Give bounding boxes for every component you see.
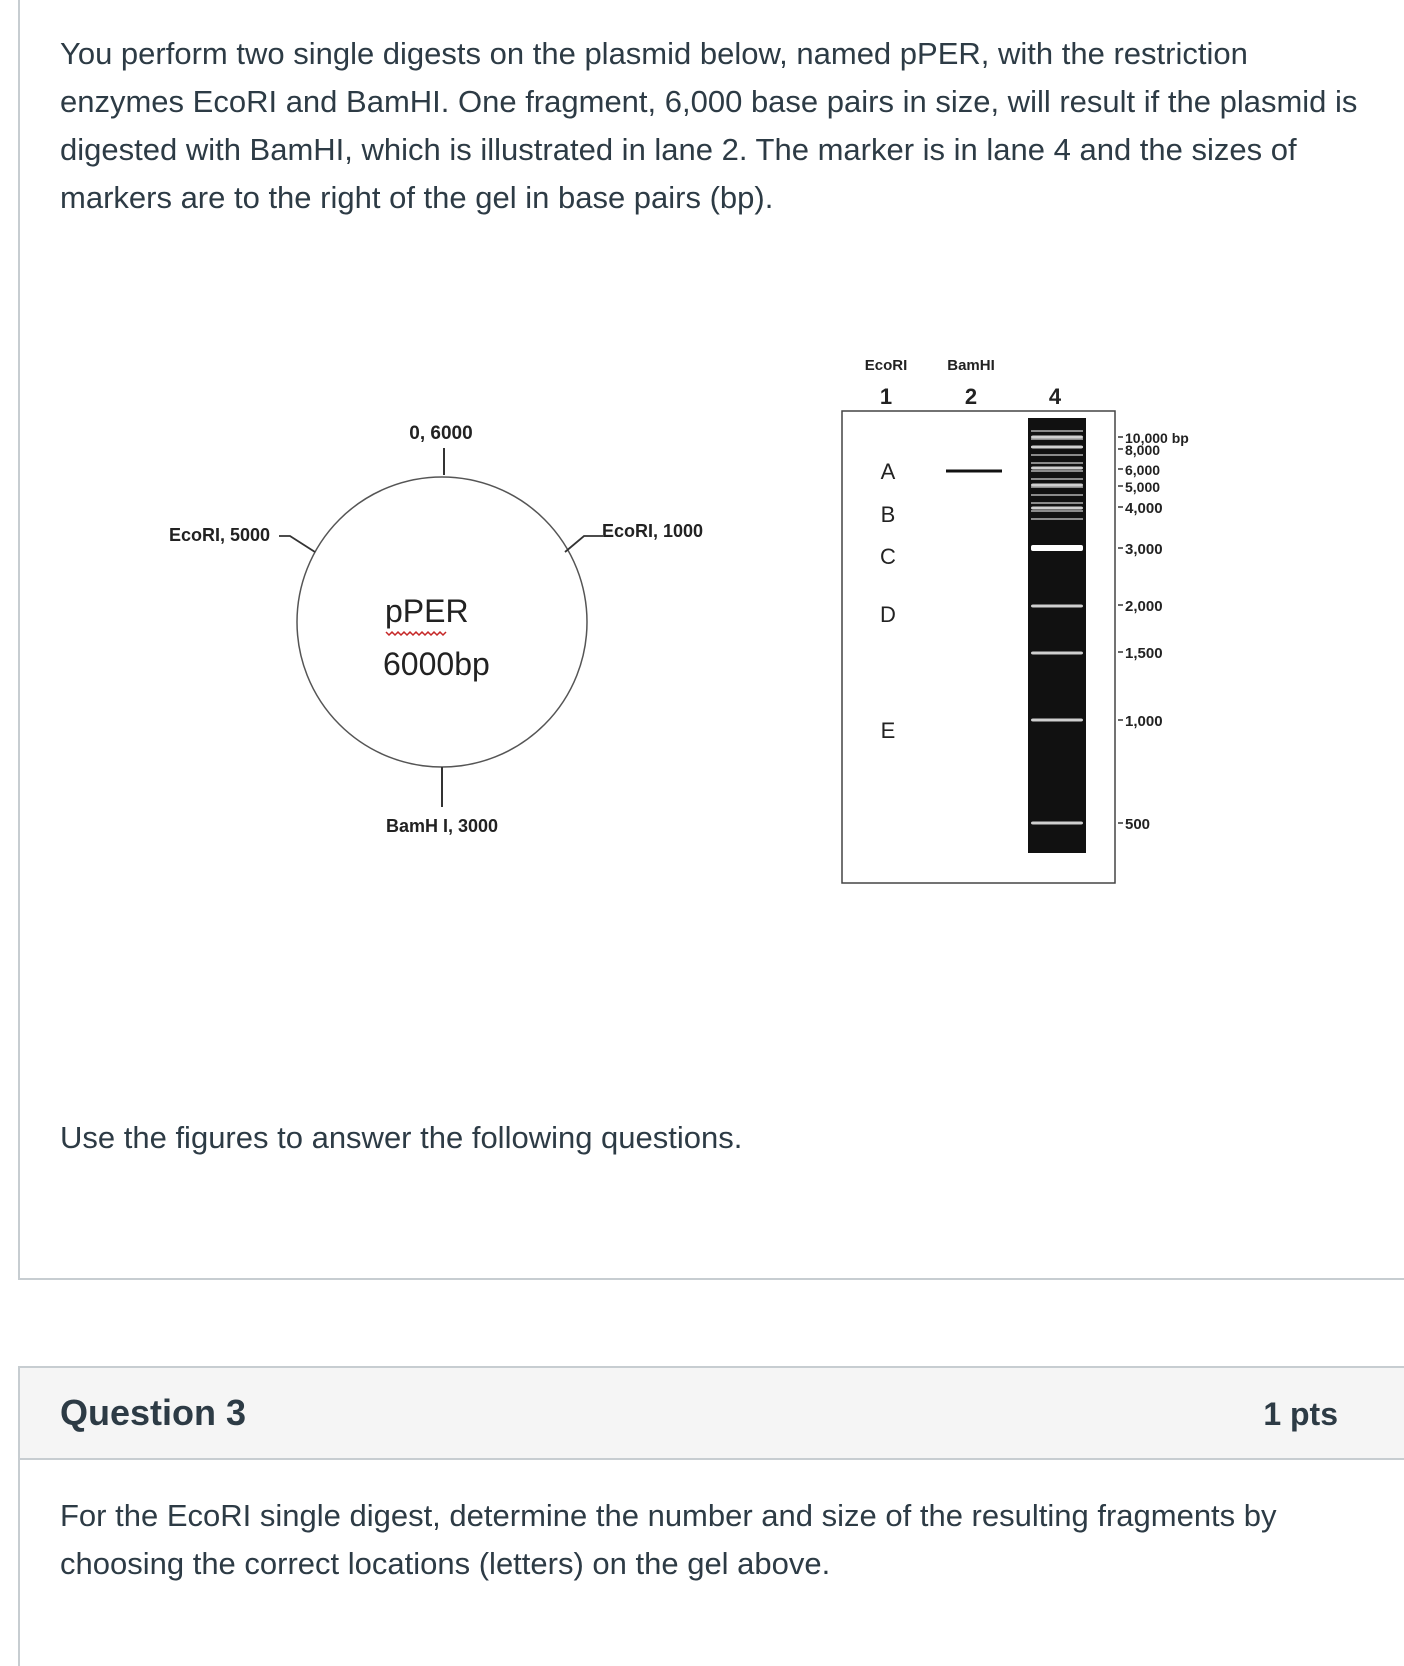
- site-label-left: EcoRI, 5000: [169, 525, 271, 545]
- figures: [0, 330, 1404, 890]
- marker-band: [1031, 436, 1083, 439]
- marker-label: 500: [1125, 816, 1151, 833]
- ladder-smear-band: [1031, 470, 1083, 472]
- question-title: Question 3: [60, 1392, 247, 1433]
- position-C: C: [880, 544, 896, 569]
- ladder-smear-band: [1031, 478, 1083, 480]
- marker-label: 1,000: [1125, 713, 1163, 730]
- lane-2-number: 2: [964, 384, 978, 409]
- marker-band: [1031, 822, 1083, 825]
- lane-1-number: 1: [879, 384, 893, 409]
- question-points: 1 pts: [1263, 1396, 1338, 1432]
- question-3-panel: [18, 1366, 1404, 1666]
- intro-paragraph: You perform two single digests on the plasmid below, named pPER, with the restriction enzymes EcoRI and BamHI. One fragment, 6,000 base pairs in size, will result if the plasmid is digested with BamHI, which is illustrated in lane 2. The marker is in lane 4 and the sizes of markers are to the right of the gel in base pairs (bp).: [60, 36, 1358, 215]
- marker-lane: [1028, 418, 1086, 853]
- plasmid-name: pPER: [385, 593, 469, 629]
- marker-band: [1031, 484, 1083, 487]
- site-tick-left: [279, 536, 315, 552]
- ladder-smear-band: [1031, 462, 1083, 464]
- ladder-smear-band: [1031, 430, 1083, 432]
- marker-label: 4,000: [1125, 500, 1163, 517]
- marker-band: [1031, 605, 1083, 608]
- site-tick-right: [565, 536, 603, 552]
- marker-label: 1,500: [1125, 645, 1163, 662]
- lane-4-number: 4: [1048, 384, 1062, 409]
- marker-label: 3,000: [1125, 541, 1163, 558]
- ladder-smear-band: [1031, 510, 1083, 512]
- marker-band: [1031, 545, 1083, 551]
- ladder-smear-band: [1031, 454, 1083, 456]
- position-B: B: [880, 502, 896, 527]
- marker-label: 2,000: [1125, 598, 1163, 615]
- position-E: E: [880, 718, 896, 743]
- site-label-bottom: BamH I, 3000: [385, 816, 499, 836]
- position-A: A: [880, 459, 896, 484]
- marker-labels: [1118, 430, 1189, 833]
- marker-band: [1031, 652, 1083, 655]
- lane-2-enzyme: BamHI: [947, 357, 995, 374]
- spellcheck-underline: [386, 632, 446, 635]
- marker-label: 6,000: [1125, 462, 1161, 478]
- lane-1-enzyme: EcoRI: [864, 357, 908, 374]
- question-text: For the EcoRI single digest, determine the number and size of the resulting fragments by choosing the correct locations (letters) on the gel above.: [60, 1498, 1277, 1581]
- use-figures-text: Use the figures to answer the following questions.: [60, 1120, 743, 1155]
- ladder-smear-band: [1031, 518, 1083, 520]
- site-label-right: EcoRI, 1000: [602, 521, 704, 541]
- marker-label: 5,000: [1125, 479, 1161, 495]
- gel-figure: [842, 357, 1189, 883]
- position-D: D: [880, 602, 896, 627]
- plasmid-size: 6000bp: [383, 646, 490, 682]
- marker-label: 10,000 bp: [1125, 430, 1189, 446]
- ladder-smear-band: [1031, 502, 1083, 504]
- marker-band: [1031, 467, 1083, 470]
- ladder-smear-band: [1031, 494, 1083, 496]
- plasmid-map: [169, 423, 703, 836]
- marker-band: [1031, 719, 1083, 722]
- marker-label: 8,000: [1125, 442, 1161, 458]
- site-label-top: 0, 6000: [409, 423, 473, 444]
- question-header: [20, 1368, 1404, 1460]
- marker-band: [1031, 446, 1083, 449]
- marker-band: [1031, 507, 1083, 510]
